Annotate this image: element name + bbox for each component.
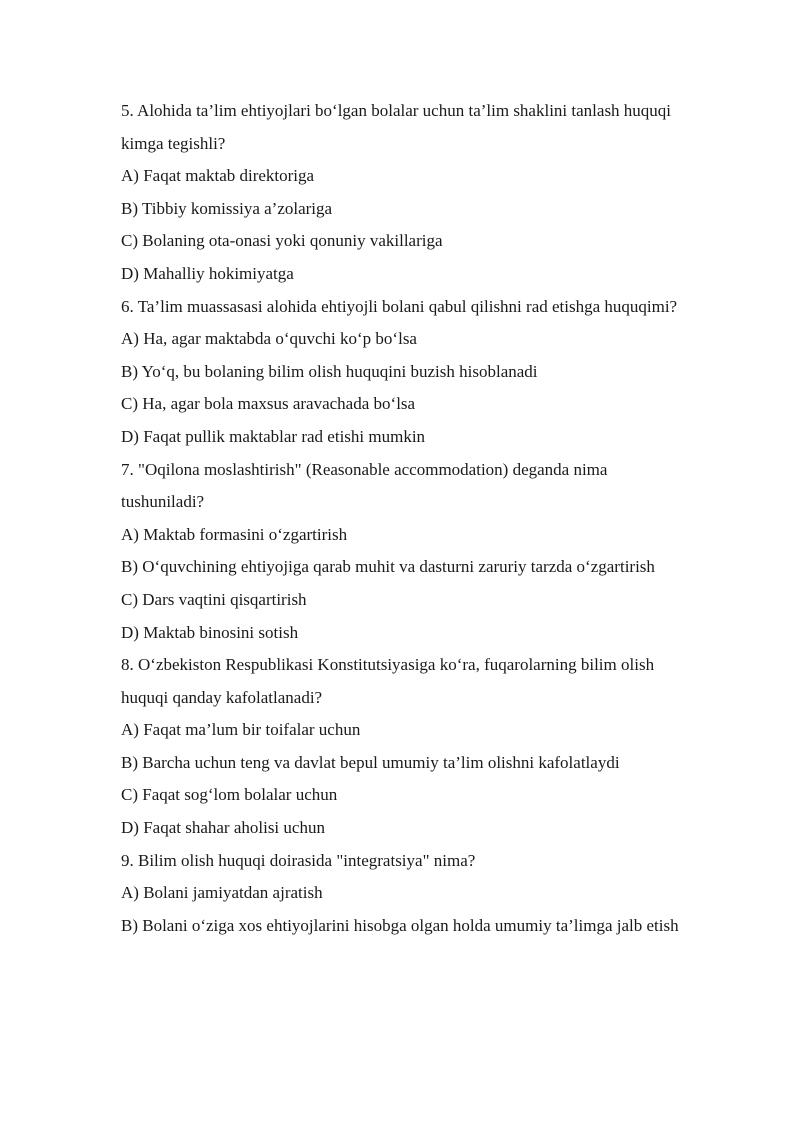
option-c: C) Ha, agar bola maxsus aravachada bo‘lsa <box>121 394 416 414</box>
question-8 <box>121 649 691 845</box>
option-c: C) Faqat sog‘lom bolalar uchun <box>121 785 338 805</box>
option-a: A) Bolani jamiyatdan ajratish <box>121 883 323 903</box>
question-5 <box>121 95 691 291</box>
option-a: A) Maktab formasini o‘zgartirish <box>121 524 348 544</box>
option-d: D) Mahalliy hokimiyatga <box>121 263 294 283</box>
question-9 <box>121 845 691 943</box>
option-a: A) Faqat ma’lum bir toifalar uchun <box>121 720 361 740</box>
question-7 <box>121 454 691 650</box>
question-text: 5. Alohida ta’lim ehtiyojlari bo‘lgan bolalar uchun ta’lim shaklini tanlash huquqi kimga tegishli? <box>121 101 672 153</box>
question-text: 7. "Oqilona moslashtirish" (Reasonable accommodation) deganda nima tushuniladi? <box>121 459 608 512</box>
option-b: B) O‘quvchining ehtiyojiga qarab muhit va dasturni zaruriy tarzda o‘zgartirish <box>121 557 655 577</box>
option-a: A) Faqat maktab direktoriga <box>121 166 315 186</box>
option-d: D) Faqat pullik maktablar rad etishi mumkin <box>121 426 426 446</box>
option-d: D) Maktab binosini sotish <box>121 622 299 642</box>
option-b: B) Yo‘q, bu bolaning bilim olish huquqini buzish hisoblanadi <box>121 361 538 381</box>
option-b: B) Barcha uchun teng va davlat bepul umumiy ta’lim olishni kafolatlaydi <box>121 752 620 772</box>
option-a: A) Ha, agar maktabda o‘quvchi ko‘p bo‘lsa <box>121 329 417 349</box>
option-d: D) Faqat shahar aholisi uchun <box>121 818 325 838</box>
option-c: C) Bolaning ota-onasi yoki qonuniy vakillariga <box>121 231 443 251</box>
question-text: 8. O‘zbekiston Respublikasi Konstitutsiyasiga ko‘ra, fuqarolarning bilim olish huquqi qanday kafolatlanadi? <box>121 655 655 707</box>
question-text: 9. Bilim olish huquqi doirasida "integratsiya" nima? <box>121 850 476 870</box>
option-b: B) Tibbiy komissiya a’zolariga <box>121 198 333 218</box>
option-b: B) Bolani o‘ziga xos ehtiyojlarini hisobga olgan holda umumiy ta’limga jalb etish <box>121 915 679 935</box>
document-page <box>121 95 691 942</box>
question-text: 6. Ta’lim muassasasi alohida ehtiyojli bolani qabul qilishni rad etishga huquqimi? <box>121 296 678 316</box>
option-c: C) Dars vaqtini qisqartirish <box>121 589 307 609</box>
question-6 <box>121 291 691 454</box>
